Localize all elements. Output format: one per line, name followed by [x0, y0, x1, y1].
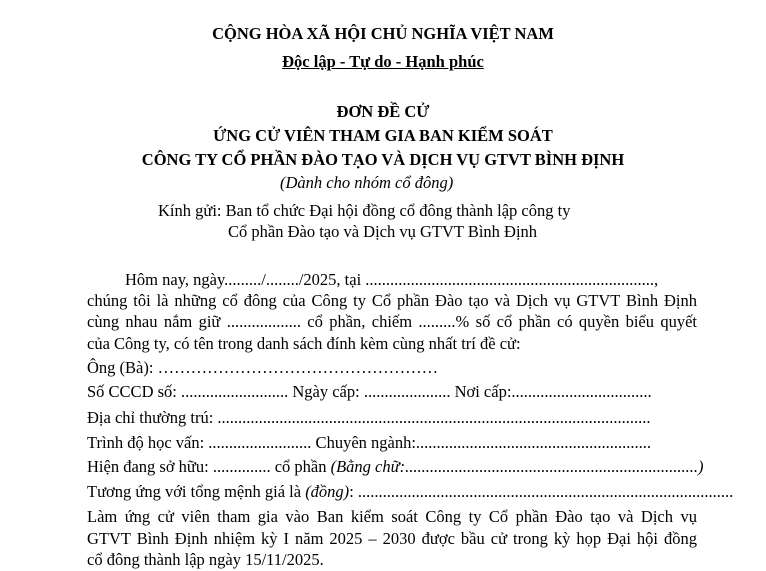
recipient-line1: Kính gửi: Ban tổ chức Đại hội đồng cổ đông thành lập công ty	[158, 201, 571, 220]
motto	[0, 52, 766, 72]
par-value-label: Tương ứng với tổng mệnh giá là	[87, 482, 306, 501]
para1-line4: của Công ty, có tên trong danh sách đính kèm cùng nhất trí đề cử:	[87, 334, 521, 353]
national-title: CỘNG HÒA XÃ HỘI CHỦ NGHĨA VIỆT NAM	[212, 24, 554, 43]
par-value-field	[87, 482, 733, 502]
document-subtitle: (Dành cho nhóm cổ đông)	[280, 173, 454, 192]
company-name: CÔNG TY CỔ PHẦN ĐÀO TẠO VÀ DỊCH VỤ GTVT BÌNH ĐỊNH	[141, 150, 625, 169]
nominee-name-field: Ông (Bà): ……………………………………………	[87, 358, 439, 377]
para1-line3: cùng nhau nắm giữ .................. cổ phần, chiếm .........% số cổ phần có quyền biểu quyết	[87, 312, 697, 331]
shares-owned-label: Hiện đang sở hữu: .............. cổ phần	[87, 457, 331, 476]
para2-line3: cổ đông thành lập ngày 15/11/2025.	[87, 550, 324, 569]
shares-owned-field	[87, 457, 703, 477]
recipient-line2: Cổ phần Đào tạo và Dịch vụ GTVT Bình Định	[228, 222, 538, 241]
para2-line2: GTVT Bình Định nhiệm kỳ I năm 2025 – 2030 được bầu cử trong kỳ họp Đại hội đồng	[87, 529, 697, 548]
par-value-dots: : ...........................................................................................	[349, 482, 734, 501]
address-field: Địa chỉ thường trú: .........................................................................................................	[87, 408, 651, 427]
par-value-unit: (đồng)	[305, 482, 350, 501]
para1-line1: Hôm nay, ngày........./......../2025, tại ......................................................................,	[125, 270, 659, 289]
education-field: Trình độ học vấn: ......................... Chuyên ngành:.........................................................	[87, 433, 652, 452]
document-title: ĐƠN ĐỀ CỬ	[336, 102, 430, 121]
shares-in-words: (Bằng chữ:.......................................................................)	[330, 457, 704, 476]
motto-text: Độc lập - Tự do - Hạnh phúc	[282, 52, 484, 71]
document-title-line2: ỨNG CỬ VIÊN THAM GIA BAN KIỂM SOÁT	[213, 126, 553, 145]
para2-line1: Làm ứng cử viên tham gia vào Ban kiểm soát Công ty Cổ phần Đào tạo và Dịch vụ	[87, 507, 697, 526]
id-card-field: Số CCCD số: .......................... Ngày cấp: ..................... Nơi cấp:..................................	[87, 382, 652, 401]
para1-line2: chúng tôi là những cổ đông của Công ty Cổ phần Đào tạo và Dịch vụ GTVT Bình Định	[87, 291, 697, 310]
